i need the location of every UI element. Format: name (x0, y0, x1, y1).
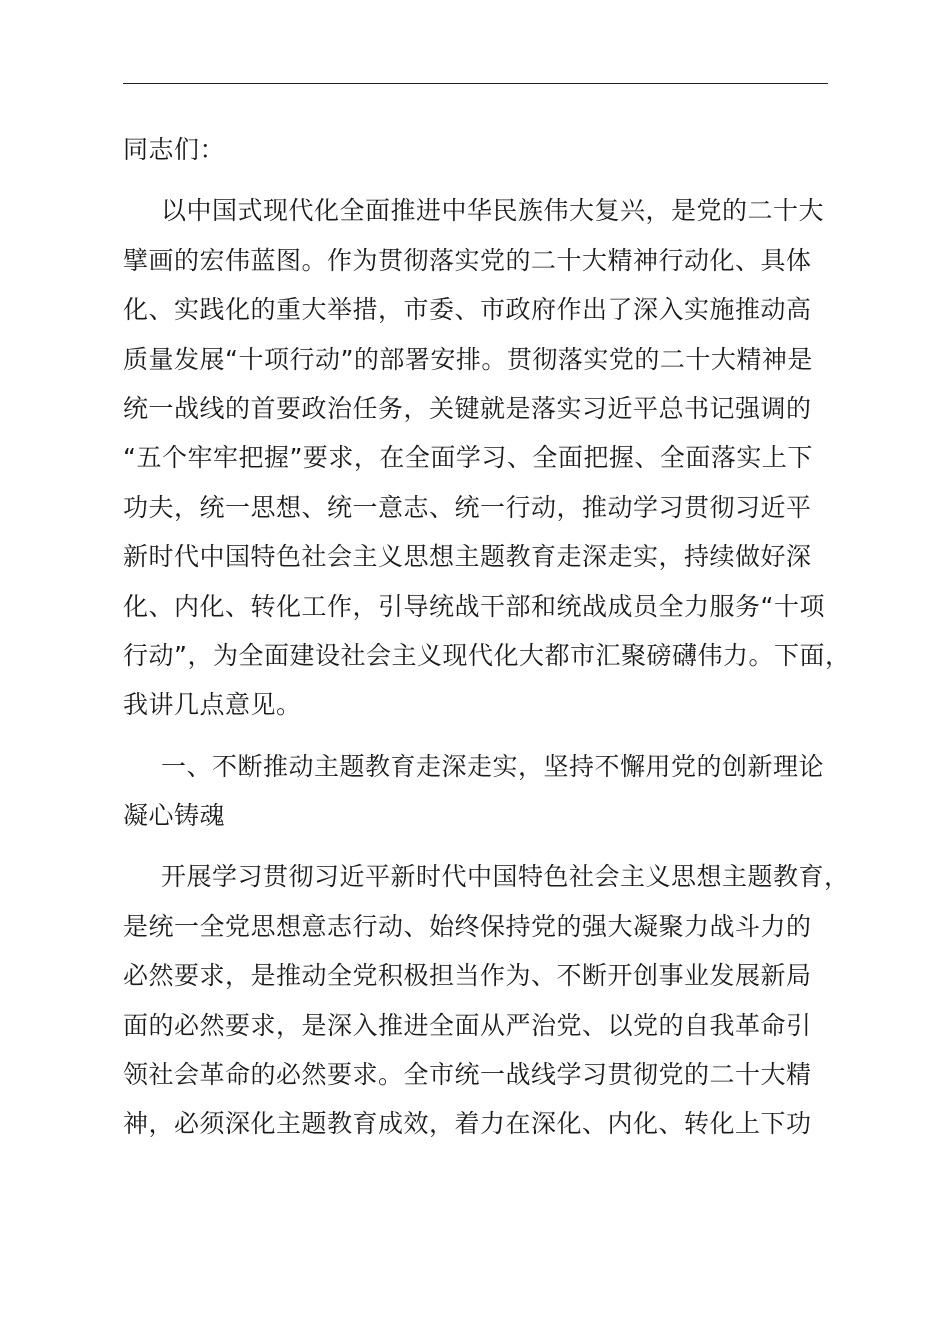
paragraph-line: 化、内化、转化工作，引导统战干部和统战成员全力服务“十项 (123, 591, 825, 621)
paragraph-line: 以中国式现代化全面推进中华民族伟大复兴，是党的二十大 (161, 196, 825, 226)
paragraph-line: 是统一全党思想意志行动、始终保持党的强大凝聚力战斗力的 (123, 911, 812, 941)
heading-line: 凝心铸魂 (123, 801, 226, 831)
paragraph-line: 面的必然要求，是深入推进全面从严治党、以党的自我革命引 (123, 1010, 812, 1040)
paragraph-line: 神，必须深化主题教育成效，着力在深化、内化、转化上下功 (123, 1109, 812, 1139)
paragraph-line: 统一战线的首要政治任务，关键就是落实习近平总书记强调的 (123, 393, 812, 423)
paragraph-line: “五个牢牢把握”要求，在全面学习、全面把握、全面落实上下 (123, 443, 813, 473)
paragraph-line: 我讲几点意见。 (123, 690, 302, 720)
paragraph-line: 必然要求，是推动全党积极担当作为、不断开创事业发展新局 (123, 961, 812, 991)
heading-line: 一、不断推动主题教育走深走实，坚持不懈用党的创新理论 (161, 751, 825, 781)
paragraph-intro (123, 186, 851, 729)
document-body (123, 125, 851, 1149)
paragraph-line: 质量发展“十项行动”的部署安排。贯彻落实党的二十大精神是 (123, 344, 813, 374)
header-rule (123, 83, 828, 84)
paragraph-line: 行动”，为全面建设社会主义现代化大都市汇聚磅礴伟力。下面， (123, 640, 851, 670)
paragraph-section-one (123, 852, 850, 1148)
paragraph-line: 功夫，统一思想、统一意志、统一行动，推动学习贯彻习近平 (123, 492, 812, 522)
paragraph-line: 开展学习贯彻习近平新时代中国特色社会主义思想主题教育， (161, 862, 850, 892)
section-heading (123, 742, 828, 841)
paragraph-line: 化、实践化的重大举措，市委、市政府作出了深入实施推动高 (123, 295, 812, 325)
paragraph-line: 新时代中国特色社会主义思想主题教育走深走实，持续做好深 (123, 542, 812, 572)
paragraph-line: 领社会革命的必然要求。全市统一战线学习贯彻党的二十大精 (123, 1060, 812, 1090)
salutation: 同志们： (123, 135, 226, 164)
paragraph-line: 擘画的宏伟蓝图。作为贯彻落实党的二十大精神行动化、具体 (123, 245, 812, 275)
